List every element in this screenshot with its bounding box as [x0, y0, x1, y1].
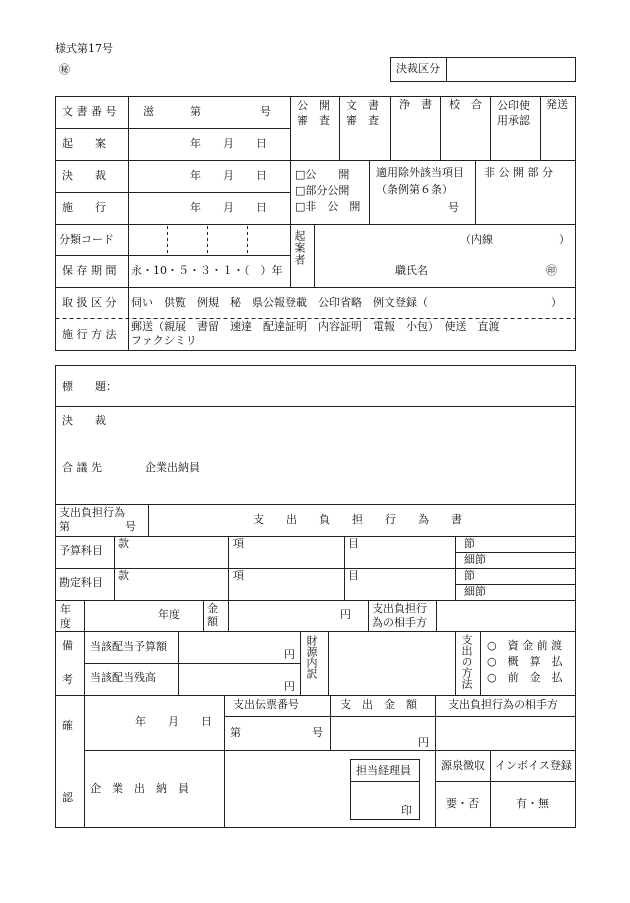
denpyo-dai: 第: [230, 726, 241, 739]
hyodai-label: 標 題：: [62, 380, 117, 393]
kessai-kubun-label: 決裁区分: [396, 62, 440, 75]
exemption-go: 号: [448, 201, 459, 214]
approval-bunsho-shinsa: 文 書 審 査: [346, 99, 379, 127]
denpyo-label: 支出伝票番号: [233, 698, 299, 711]
nendo-label: 年 度: [60, 603, 71, 630]
yosan-ko: 項: [233, 537, 244, 550]
shishutsu-no-line2: 第 号: [59, 520, 136, 533]
gensen-yohi[interactable]: 要・否: [446, 797, 479, 810]
kian-sha-label: 起案者: [293, 230, 306, 266]
approval-hasso: 発送: [546, 98, 568, 111]
seal-icon: ㊞: [546, 264, 557, 277]
kanjo-saisetsu: 細節: [464, 585, 486, 598]
shiko-hoho-line2: ファクシミリ: [131, 334, 197, 347]
kessai-label: 決 裁: [62, 169, 106, 182]
disclosure-public[interactable]: □公 開: [295, 168, 350, 181]
denpyo-go: 号: [312, 726, 323, 739]
kian-date: 年 月 日: [190, 137, 267, 150]
kanjo-kan: 款: [118, 569, 129, 582]
nendo-value: 年度: [158, 608, 180, 621]
method-maekin[interactable]: ○ 前 金 払: [487, 671, 563, 684]
hoho-label: 支出の方法: [460, 634, 473, 689]
kakunin-label-1: 確: [62, 719, 73, 732]
hozon-label: 保 存 期 間: [62, 264, 117, 277]
invoice-umu[interactable]: 有・無: [516, 797, 549, 810]
approval-kogo: 校 合: [449, 98, 482, 111]
nendo-en: 円: [340, 608, 351, 621]
kingaku-en: 円: [418, 736, 429, 749]
toriatsukai-value: 伺い 供覧 例規 秘 県公報登載 公印省略 例文登録（: [131, 296, 428, 309]
exemption-line2: （条例第６条）: [376, 183, 453, 196]
naisen: （内線 ）: [460, 233, 570, 246]
biko-label-1: 備: [62, 639, 73, 652]
yosan-label: 予算科目: [59, 544, 103, 557]
kian-label: 起 案: [62, 137, 106, 150]
kessai-date: 年 月 日: [190, 169, 267, 182]
yosan-setsu: 節: [464, 537, 475, 550]
form-number: 様式第17号: [55, 42, 113, 55]
kessai-section-label: 決 裁: [62, 414, 106, 427]
kessai-kubun-field[interactable]: [452, 62, 570, 78]
disclosure-partial[interactable]: □部分公開: [295, 184, 350, 197]
kanjo-moku: 目: [348, 569, 359, 582]
approval-josho: 浄 書: [399, 98, 432, 111]
kakunin-label-2: 認: [62, 791, 73, 804]
biko-label-2: 考: [62, 673, 73, 686]
zaigen-label: 財源内訳: [305, 635, 318, 679]
shiko-date: 年 月 日: [190, 201, 267, 214]
shimei-label: 職氏名: [395, 264, 428, 277]
kigyo-suitoin-label: 企 業 出 納 員: [90, 782, 189, 795]
disclosure-private[interactable]: □非 公 開: [295, 200, 361, 213]
tanto-keiri-label: 担当経理員: [356, 764, 411, 777]
invoice-label: インボイス登録: [495, 759, 572, 772]
gensen-label: 源泉徴収: [441, 759, 485, 772]
zandaka-label: 当該配当残高: [90, 671, 156, 684]
toriatsukai-close: ）: [551, 296, 562, 309]
method-maewatashi[interactable]: ○ 資 金 前 渡: [487, 639, 563, 652]
nendo-aite: 支出負担行 為の相手方: [372, 602, 427, 629]
shishutsu-no-line1: 支出負担行為: [59, 506, 125, 519]
yosan-gaku-en: 円: [284, 648, 295, 661]
hikokai-bubun: 非 公 開 部 分: [484, 166, 553, 179]
yosan-saisetsu: 細節: [464, 553, 486, 566]
nendo-kingaku: 金額: [207, 602, 218, 629]
kakunin-date: 年 月 日: [135, 715, 212, 728]
confidential-mark-icon: ㊙: [59, 63, 70, 76]
kanjo-setsu: 節: [464, 569, 475, 582]
exemption-line1: 適用除外該当項目: [376, 166, 464, 179]
shiko-hoho-label: 施 行 方 法: [62, 328, 117, 341]
shishutsu-title: 支 出 負 担 行 為 書: [253, 513, 462, 526]
approval-kokai-shinsa: 公 開 審 査: [297, 99, 330, 127]
kanjo-ko: 項: [233, 569, 244, 582]
doc-prefix: 滋: [143, 105, 154, 118]
doc-dai: 第: [190, 105, 201, 118]
bunrui-code-label: 分類コード: [59, 233, 114, 246]
zandaka-en: 円: [284, 680, 295, 693]
shiko-label: 施 行: [62, 201, 106, 214]
gigisaki-label: 合 議 先: [62, 461, 102, 474]
gigisaki-kigyo: 企業出納員: [145, 461, 200, 474]
kanjo-label: 勘定科目: [59, 576, 103, 589]
doc-go: 号: [260, 105, 271, 118]
aite-label: 支出負担行為の相手方: [448, 698, 558, 711]
approval-koin: 公印使 用承認: [497, 99, 530, 127]
yosan-gaku-label: 当該配当予算額: [90, 640, 167, 653]
shiko-hoho-line1: 郵送（親展 書留 速達 配達証明 内容証明 電報 小包） 使送 直渡: [131, 320, 500, 333]
kingaku-label: 支 出 金 額: [340, 698, 417, 711]
doc-number-label: 文 書 番 号: [62, 105, 117, 118]
yosan-moku: 目: [348, 537, 359, 550]
toriatsukai-label: 取 扱 区 分: [62, 296, 117, 309]
yosan-kan: 款: [118, 537, 129, 550]
hozon-value: 永・10・５・３・１・（ ）年: [131, 264, 283, 277]
method-gaisan[interactable]: ○ 概 算 払: [487, 655, 563, 668]
tanto-in: 印: [401, 804, 412, 817]
